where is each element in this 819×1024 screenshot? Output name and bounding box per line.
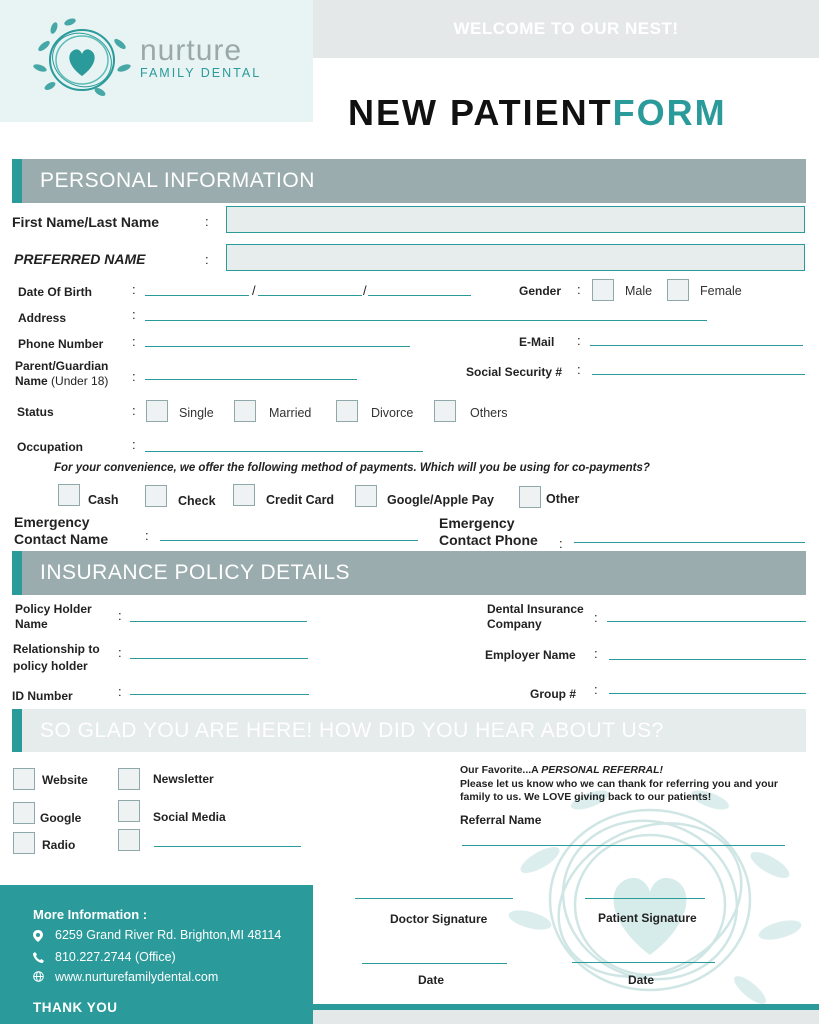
colon: : (559, 536, 563, 551)
other-source-field[interactable] (154, 846, 301, 847)
male-checkbox[interactable] (592, 279, 614, 301)
colon: : (118, 645, 122, 660)
colon: : (577, 282, 581, 297)
emergency-name-field[interactable] (160, 540, 418, 541)
divorce-checkbox[interactable] (336, 400, 358, 422)
emergency-name-label (14, 514, 108, 548)
check-checkbox[interactable] (145, 485, 167, 507)
title-accent: FORM (612, 92, 727, 133)
guardian-label (15, 359, 108, 389)
married-checkbox[interactable] (234, 400, 256, 422)
colon: : (577, 362, 581, 377)
logo-panel (0, 0, 313, 122)
google-checkbox[interactable] (13, 802, 35, 824)
website-checkbox[interactable] (13, 768, 35, 790)
section-notch (12, 551, 22, 595)
preferred-name-label: PREFERRED NAME (14, 251, 146, 267)
relationship-field[interactable] (130, 658, 308, 659)
colon: : (118, 608, 122, 623)
guardian-label-line1: Parent/Guardian (15, 359, 109, 373)
referral-name-field[interactable] (462, 845, 785, 846)
doctor-signature-label: Doctor Signature (390, 912, 488, 926)
section-title: PERSONAL INFORMATION (40, 169, 315, 192)
single-checkbox[interactable] (146, 400, 168, 422)
guardian-field[interactable] (145, 379, 357, 380)
single-label: Single (179, 406, 214, 420)
other-payment-checkbox[interactable] (519, 486, 541, 508)
radio-label: Radio (42, 838, 76, 852)
payment-note: For your convenience, we offer the following method of payments. Which will you be using for co-payments? (54, 462, 650, 474)
employer-label: Employer Name (485, 648, 576, 662)
check-label: Check (178, 494, 216, 508)
section-title: INSURANCE POLICY DETAILS (40, 561, 350, 584)
colon: : (205, 252, 209, 267)
address-label: Address (18, 311, 67, 325)
other-payment-label: Other (546, 492, 580, 506)
group-field[interactable] (609, 693, 806, 694)
title-main: NEW PATIENT (348, 92, 613, 133)
gender-label: Gender (519, 284, 562, 298)
referral-line3: family to us. We LOVE giving back to our patients! (460, 791, 712, 803)
colon: : (132, 307, 136, 322)
guardian-label-line2: Name (15, 374, 48, 388)
cash-label: Cash (88, 493, 119, 507)
dob-day-field[interactable] (258, 295, 362, 296)
referral-fav-em: PERSONAL REFERRAL! (541, 764, 664, 776)
nest-heart-logo-icon (30, 16, 134, 100)
google-apple-pay-label: Google/Apple Pay (387, 493, 494, 507)
dob-label: Date Of Birth (18, 285, 93, 299)
footer-accent-strip (313, 1004, 819, 1010)
occupation-label: Occupation (17, 440, 84, 454)
occupation-field[interactable] (145, 451, 423, 452)
patient-date-label: Date (628, 973, 655, 987)
welcome-banner: WELCOME TO OUR NEST! (313, 0, 819, 58)
emergency-phone-field[interactable] (574, 542, 805, 543)
colon: : (205, 214, 209, 229)
globe-icon (33, 971, 44, 982)
more-info-heading: More Information : (33, 907, 148, 922)
others-label: Others (470, 406, 508, 420)
colon: : (594, 682, 598, 697)
emergency-name-line2: Contact Name (14, 531, 109, 547)
footer-address: 6259 Grand River Rd. Brighton,MI 48114 (55, 928, 282, 942)
colon: : (577, 333, 581, 348)
personal-info-header (12, 159, 806, 203)
slash: / (252, 283, 256, 298)
social-media-checkbox[interactable] (118, 800, 140, 822)
relationship-label (13, 641, 100, 675)
section-title: SO GLAD YOU ARE HERE! HOW DID YOU HEAR ABOUT US? (40, 718, 664, 742)
radio-checkbox[interactable] (13, 832, 35, 854)
referral-fav-prefix: Our Favorite...A (460, 764, 542, 776)
doctor-date-label: Date (418, 973, 445, 987)
colon: : (132, 334, 136, 349)
colon: : (594, 610, 598, 625)
colon: : (145, 528, 149, 543)
divorce-label: Divorce (371, 406, 414, 420)
first-last-name-label: First Name/Last Name (12, 214, 160, 230)
female-label: Female (700, 284, 742, 298)
male-label: Male (625, 284, 653, 298)
doctor-date-field[interactable] (362, 963, 507, 964)
married-label: Married (269, 406, 312, 420)
newsletter-checkbox[interactable] (118, 768, 140, 790)
id-number-label: ID Number (12, 689, 73, 703)
referral-message (460, 764, 778, 805)
dental-company-line2: Company (487, 617, 542, 631)
footer-phone: 810.227.2744 (Office) (55, 950, 176, 964)
email-field[interactable] (590, 345, 803, 346)
address-field[interactable] (145, 320, 707, 321)
colon: : (132, 282, 136, 297)
preferred-name-field[interactable] (226, 244, 805, 271)
phone-label: Phone Number (18, 337, 104, 351)
policy-holder-line1: Policy Holder (15, 602, 92, 616)
ssn-label: Social Security # (466, 365, 563, 379)
section-notch (12, 159, 22, 203)
slash: / (363, 283, 367, 298)
google-apple-pay-checkbox[interactable] (355, 485, 377, 507)
ssn-field[interactable] (592, 374, 805, 375)
id-number-field[interactable] (130, 694, 309, 695)
brand-name: nurture (140, 34, 243, 67)
dob-year-field[interactable] (368, 295, 471, 296)
guardian-label-sub: (Under 18) (51, 374, 109, 388)
social-media-label: Social Media (153, 810, 226, 824)
emergency-phone-line2: Contact Phone (439, 532, 538, 548)
dental-company-label (487, 602, 584, 632)
status-label: Status (17, 405, 54, 419)
colon: : (132, 369, 136, 384)
phone-field[interactable] (145, 346, 410, 347)
referral-header (12, 709, 806, 752)
cash-checkbox[interactable] (58, 484, 80, 506)
relationship-line2: policy holder (13, 659, 88, 673)
credit-card-checkbox[interactable] (233, 484, 255, 506)
newsletter-label: Newsletter (153, 772, 214, 786)
insurance-header (12, 551, 806, 595)
referral-line2: Please let us know who we can thank for referring you and your (460, 777, 778, 790)
google-label: Google (40, 811, 82, 825)
page-title (348, 92, 727, 134)
website-label: Website (42, 773, 88, 787)
email-label: E-Mail (519, 335, 555, 349)
other-source-checkbox[interactable] (118, 829, 140, 851)
brand-subtitle: FAMILY DENTAL (140, 66, 262, 80)
colon: : (132, 403, 136, 418)
location-pin-icon (33, 930, 43, 942)
emergency-phone-label (439, 515, 538, 549)
phone-icon (33, 952, 44, 963)
patient-signature-field[interactable] (585, 898, 705, 899)
dob-month-field[interactable] (145, 295, 249, 296)
emergency-phone-line1: Emergency (439, 515, 515, 531)
section-notch (12, 709, 22, 752)
dental-company-line1: Dental Insurance (487, 602, 584, 616)
footer-website[interactable]: www.nurturefamilydental.com (55, 970, 219, 984)
patient-signature-label: Patient Signature (598, 911, 697, 925)
employer-field[interactable] (609, 659, 806, 660)
female-checkbox[interactable] (667, 279, 689, 301)
doctor-signature-field[interactable] (355, 898, 513, 899)
colon: : (118, 684, 122, 699)
nest-watermark-icon (500, 770, 810, 1010)
policy-holder-line2: Name (15, 617, 48, 631)
thank-you: THANK YOU (33, 1000, 118, 1015)
patient-date-field[interactable] (572, 962, 715, 963)
colon: : (594, 646, 598, 661)
referral-name-label: Referral Name (460, 813, 542, 827)
dental-company-field[interactable] (607, 621, 806, 622)
emergency-name-line1: Emergency (14, 514, 90, 530)
relationship-line1: Relationship to (13, 642, 100, 656)
group-label: Group # (530, 687, 577, 701)
first-last-name-field[interactable] (226, 206, 805, 233)
colon: : (132, 437, 136, 452)
policy-holder-label (15, 602, 92, 632)
others-checkbox[interactable] (434, 400, 456, 422)
policy-holder-field[interactable] (130, 621, 307, 622)
credit-card-label: Credit Card (266, 493, 335, 507)
contact-panel (0, 885, 313, 1024)
